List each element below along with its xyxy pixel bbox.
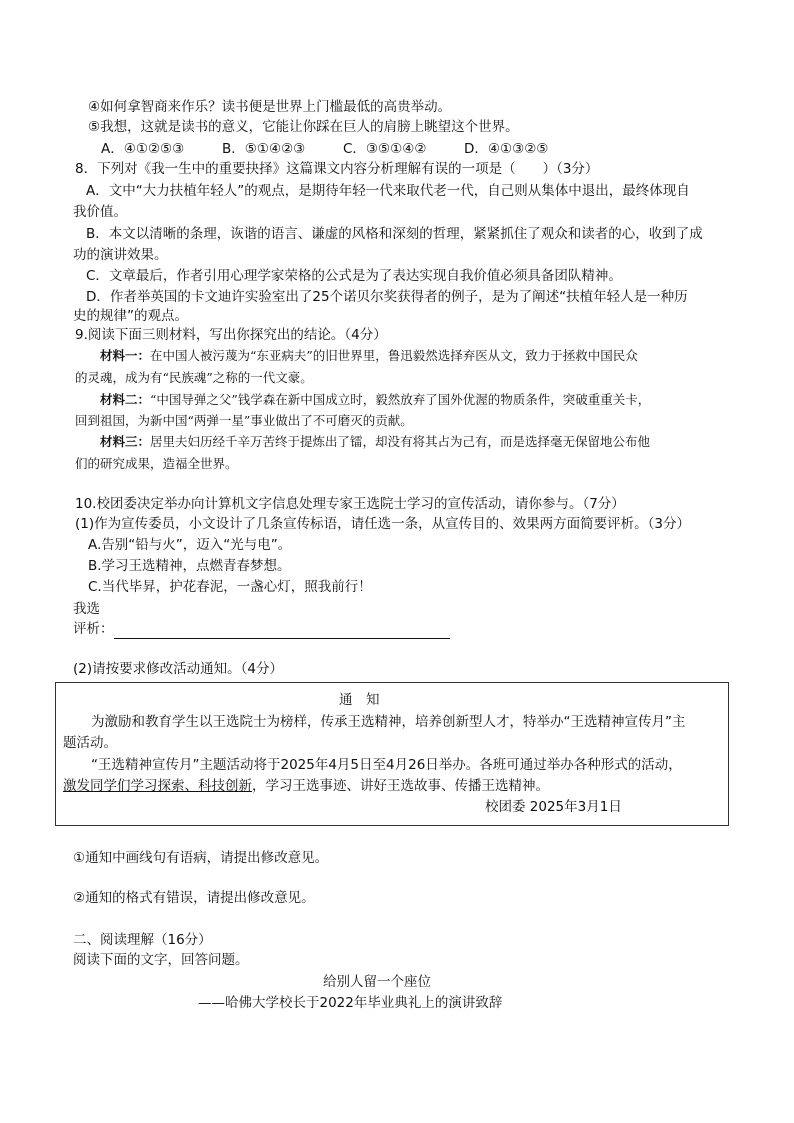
notice-line-1: 为激励和教育学生以王选院士为榜样，传承王选精神，培养创新型人才，特举办“王选精神宣传月”主 bbox=[91, 714, 686, 730]
notice-line-4: 激发同学们学习探索、科技创新，学习王选事迹、讲好王选故事、传播王选精神。 bbox=[63, 778, 549, 794]
q9-material-3-line1: 材料三：居里夫妇历经千辛万苦终于提炼出了镭，却没有将其占为己有，而是选择毫无保留地公布他 bbox=[100, 434, 651, 449]
comment-answer-blank[interactable] bbox=[114, 624, 450, 639]
notice-line-3: “王选精神宣传月”主题活动将于2025年4月5日至4月26日举办。各班可通过举办各种形式的活动， bbox=[91, 757, 682, 773]
q9-material-1-line2: 的灵魂，成为有“民族魂”之称的一代文豪。 bbox=[75, 370, 313, 385]
q10-slogan-a: A.告别“铅与火”，迈入“光与电”。 bbox=[88, 537, 292, 553]
q9-material-2-line2: 回到祖国，为新中国“两弹一星”事业做出了不可磨灭的贡献。 bbox=[75, 413, 413, 428]
section-2-heading: 二、阅读理解（16分） bbox=[73, 932, 212, 948]
q7-option-d: D．④①③②⑤ bbox=[464, 141, 549, 157]
material-3-label: 材料三： bbox=[100, 434, 151, 449]
q10-slogan-c: C.当代毕昇，护花春泥，一盏心灯，照我前行！ bbox=[88, 579, 372, 595]
q7-sentence-5: ⑤我想，这就是读书的意义，它能让你踩在巨人的肩膀上眺望这个世界。 bbox=[88, 119, 519, 135]
q10-slogan-b: B.学习王选精神，点燃青春梦想。 bbox=[88, 558, 291, 574]
notice-title: 通 知 bbox=[339, 692, 380, 708]
q10-sub-2: ②通知的格式有错误，请提出修改意见。 bbox=[73, 890, 315, 906]
q7-option-a: A．④①②⑤③ bbox=[101, 141, 185, 157]
q8-option-b-line1: B．本文以清晰的条理，诙谐的语言、谦虚的风格和深刻的哲理，紧紧抓住了观众和读者的心，收到了成 bbox=[86, 226, 703, 242]
section-2-instruction: 阅读下面的文字，回答问题。 bbox=[73, 952, 249, 968]
q7-option-b: B．⑤①④②③ bbox=[222, 141, 306, 157]
article-subtitle: ——哈佛大学校长于2022年毕业典礼上的演讲致辞 bbox=[198, 995, 503, 1011]
q8-option-d-line2: 史的规律”的观点。 bbox=[73, 308, 188, 324]
q10-part2-stem: (2)请按要求修改活动通知。（4分） bbox=[73, 661, 283, 677]
q9-material-2-line1: 材料二：“中国导弹之父”钱学森在新中国成立时，毅然放弃了国外优渥的物质条件，突破重重关卡， bbox=[100, 392, 651, 407]
q10-comment-row bbox=[73, 619, 450, 639]
q8-option-a-line2: 我价值。 bbox=[73, 204, 127, 220]
q8-option-d-line1: D．作者举英国的卡文迪许实验室出了25个诺贝尔奖获得者的例子，是为了阐述“扶植年轻人是一种历 bbox=[86, 289, 688, 305]
q10-stem: 10.校团委决定举办向计算机文字信息处理专家王选院士学习的宣传活动，请你参与。（7分） bbox=[75, 496, 625, 512]
notice-signature: 校团委 2025年3月1日 bbox=[485, 799, 622, 815]
q9-stem: 9.阅读下面三则材料，写出你探究出的结论。（4分） bbox=[75, 327, 387, 343]
notice-line-2: 题活动。 bbox=[63, 735, 117, 751]
article-title: 给别人留一个座位 bbox=[323, 974, 431, 990]
material-1-label: 材料一： bbox=[100, 348, 151, 363]
q10-part1-stem: (1)作为宣传委员，小文设计了几条宣传标语，请任选一条，从宣传目的、效果两方面简要评析。（3分） bbox=[75, 516, 690, 532]
q8-option-c: C．文章最后，作者引用心理学家荣格的公式是为了表达实现自我价值必须具备团队精神。 bbox=[86, 268, 622, 284]
q10-sub-1: ①通知中画线句有语病，请提出修改意见。 bbox=[73, 850, 329, 866]
notice-box bbox=[55, 682, 729, 826]
q7-sentence-4: ④如何拿智商来作乐？读书便是世界上门槛最低的高贵举动。 bbox=[88, 99, 452, 115]
q10-choose-label: 我选 bbox=[73, 601, 100, 617]
q8-option-a-line1: A．文中“大力扶植年轻人”的观点，是期待年轻一代来取代老一代，自己则从集体中退出，最终体现自 bbox=[86, 183, 690, 199]
q8-stem: 8．下列对《我一生中的重要抉择》这篇课文内容分析理解有误的一项是（ ）（3分） bbox=[75, 161, 599, 177]
q10-comment-label: 评析： bbox=[73, 621, 114, 637]
q9-material-3-line2: 们的研究成果，造福全世界。 bbox=[75, 456, 238, 471]
notice-underlined-sentence: 激发同学们学习探索、科技创新 bbox=[63, 778, 252, 794]
material-2-label: 材料二： bbox=[100, 392, 151, 407]
q7-option-c: C．③⑤①④② bbox=[343, 141, 427, 157]
q8-option-b-line2: 功的演讲效果。 bbox=[73, 247, 168, 263]
q9-material-1-line1: 材料一：在中国人被污蔑为“东亚病夫”的旧世界里，鲁迅毅然选择弃医从文，致力于拯救中国民众 bbox=[100, 348, 638, 363]
